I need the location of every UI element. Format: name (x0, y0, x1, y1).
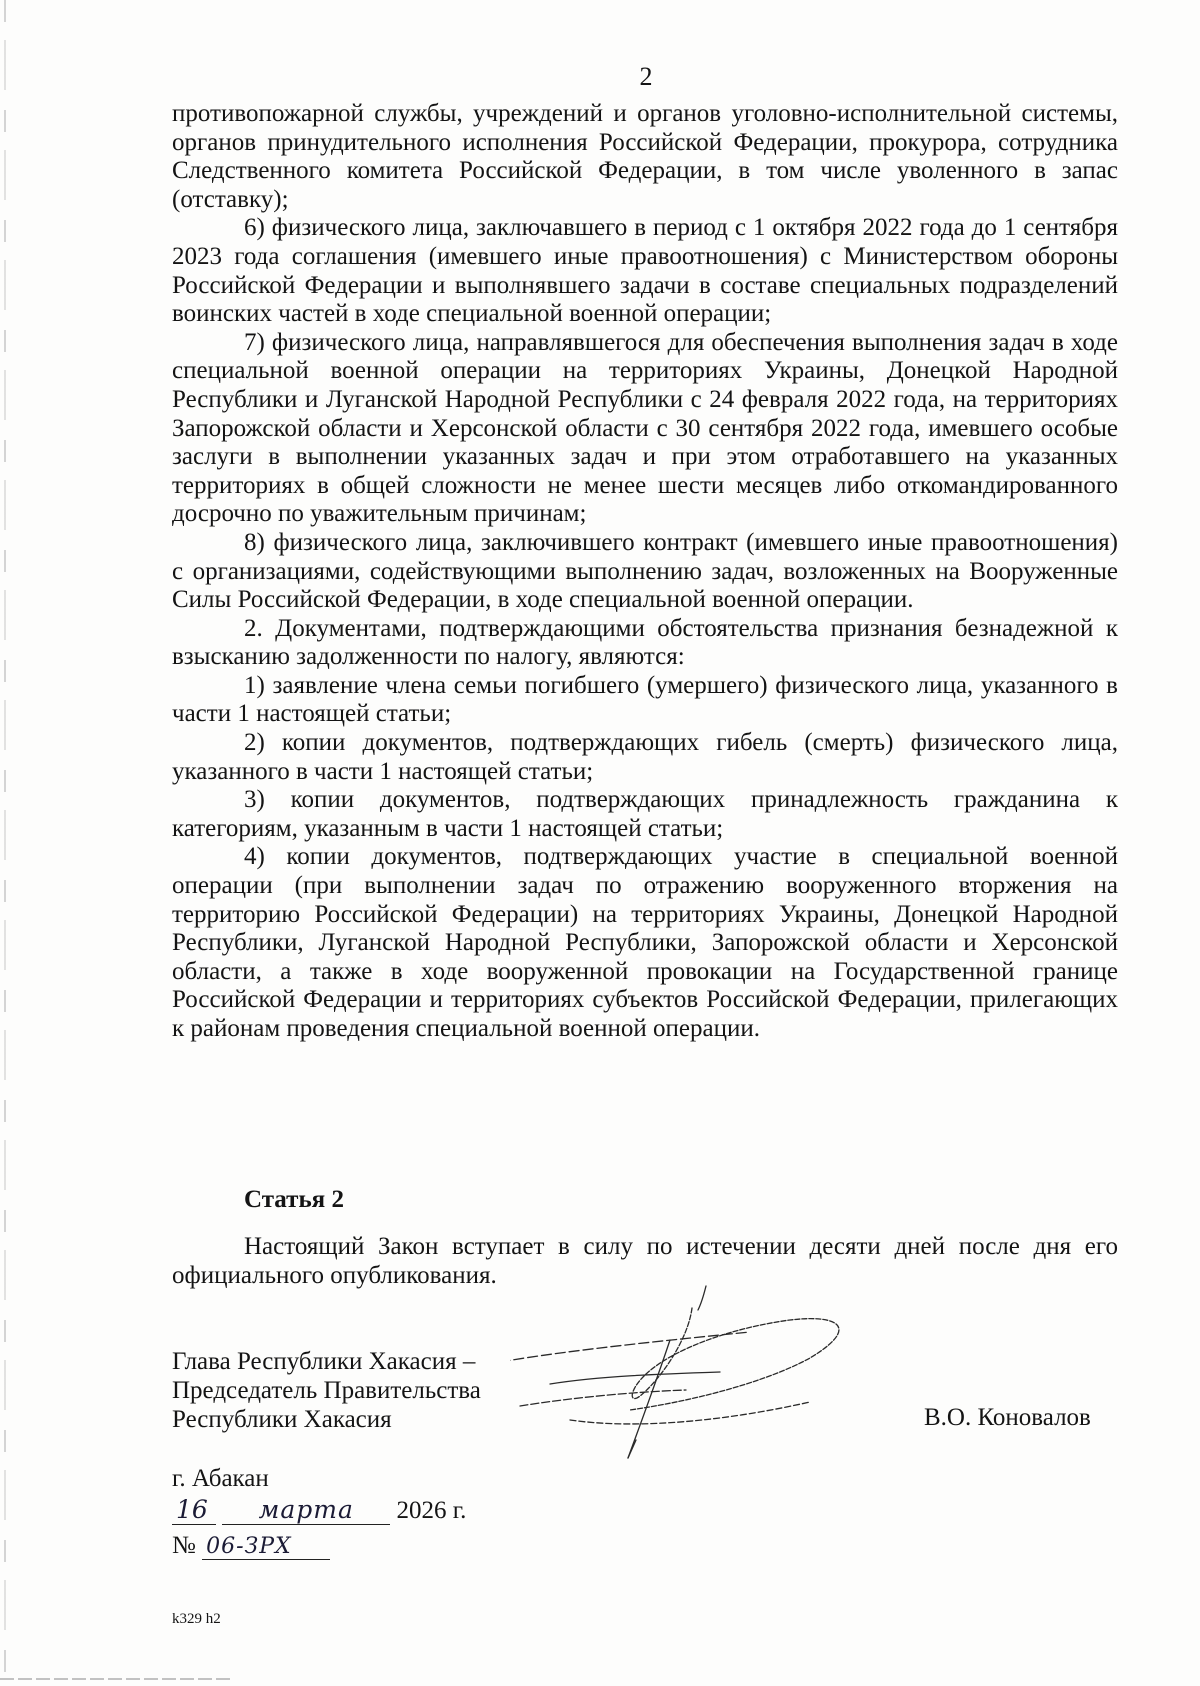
signer-title-line-1: Глава Республики Хакасия – (172, 1348, 476, 1375)
paragraph-item-8: 8) физического лица, заключившего контракт (имевшего иные правоотношения) с организациями, содействующими выполнению задач, возложенных на Вооруженные Силы Российской Федерации, в ходе специальной военной операции. (172, 528, 1118, 614)
article-2-text: Настоящий Закон вступает в силу по истечении десяти дней после дня его официального опубликования. (172, 1233, 1118, 1289)
paragraph-doc-4: 4) копии документов, подтверждающих участие в специальной военной операции (при выполнении задач по отражению вооруженного вторжения на территорию Российской Федерации) на территориях Украины, Донецкой Народной Республики, Луганской Народной Республики, Запорожской области и Херсонской области, а также в ходе вооруженной провокации на Государственной границе Российской Федерации и территориях субъектов Российской Федерации, прилегающих к районам проведения специальной военной операции. (172, 843, 1118, 1042)
signature (510, 1280, 930, 1480)
signer-title-line-3: Республики Хакасия (172, 1406, 392, 1433)
number-sign: № (172, 1532, 196, 1559)
place: г. Абакан (172, 1465, 269, 1492)
handwritten-day: 16 (172, 1495, 216, 1525)
signer-title (172, 1347, 481, 1434)
law-body (172, 100, 1118, 1044)
handwritten-law-number: 06-ЗРХ (202, 1534, 330, 1560)
paragraph-doc-1: 1) заявление члена семьи погибшего (умершего) физического лица, указанного в части 1 настоящей статьи; (172, 671, 1118, 728)
document-code: k329 h2 (172, 1611, 221, 1627)
paragraph-item-7: 7) физического лица, направлявшегося для обеспечения выполнения задач в ходе специальной военной операции на территориях Украины, Донецкой Народной Республики и Луганской Народной Республики с 24 февраля 2022 года, на территориях Запорожской области и Херсонской области с 30 сентября 2022 года, имевшего особые заслуги в выполнении указанных задач и при этом отработавшего на указанных территориях в общей сложности не менее шести месяцев либо откомандированного досрочно по уважительным причинам; (172, 328, 1118, 528)
paragraph-doc-2: 2) копии документов, подтверждающих гибель (смерть) физического лица, указанного в части 1 настоящей статьи; (172, 729, 1118, 785)
handwritten-month: марта (222, 1495, 390, 1525)
scan-edge-left (4, 0, 6, 1686)
paragraph-part-2: 2. Документами, подтверждающими обстоятельства признания безнадежной к взысканию задолженности по налогу, являются: (172, 614, 1118, 671)
paragraph-item-6: 6) физического лица, заключавшего в период с 1 октября 2022 года до 1 сентября 2023 года соглашения (имевшего иные правоотношения) с Министерством обороны Российской Федерации и выполнявшего задачи в составе специальных подразделений воинских частей в ходе специальной военной операции; (172, 214, 1118, 328)
scan-edge-bottom (0, 1678, 230, 1680)
paragraph-doc-3: 3) копии документов, подтверждающих принадлежность гражданина к категориям, указанным в части 1 настоящей статьи; (172, 786, 1118, 842)
law-number-line (172, 1532, 330, 1560)
page-number: 2 (639, 62, 653, 91)
signer-name: В.О. Коновалов (924, 1404, 1091, 1431)
paragraph-continuation: противопожарной службы, учреждений и органов уголовно-исполнительной системы, органов принудительного исполнения Российской Федерации, прокурора, сотрудника Следственного комитета Российской Федерации, в том числе уволенного в запас (отставку); (172, 100, 1118, 213)
date-year: 2026 г. (396, 1497, 467, 1524)
signer-title-line-2: Председатель Правительства (172, 1377, 481, 1404)
date-line (172, 1495, 466, 1525)
article-2-heading: Статья 2 (244, 1186, 344, 1213)
